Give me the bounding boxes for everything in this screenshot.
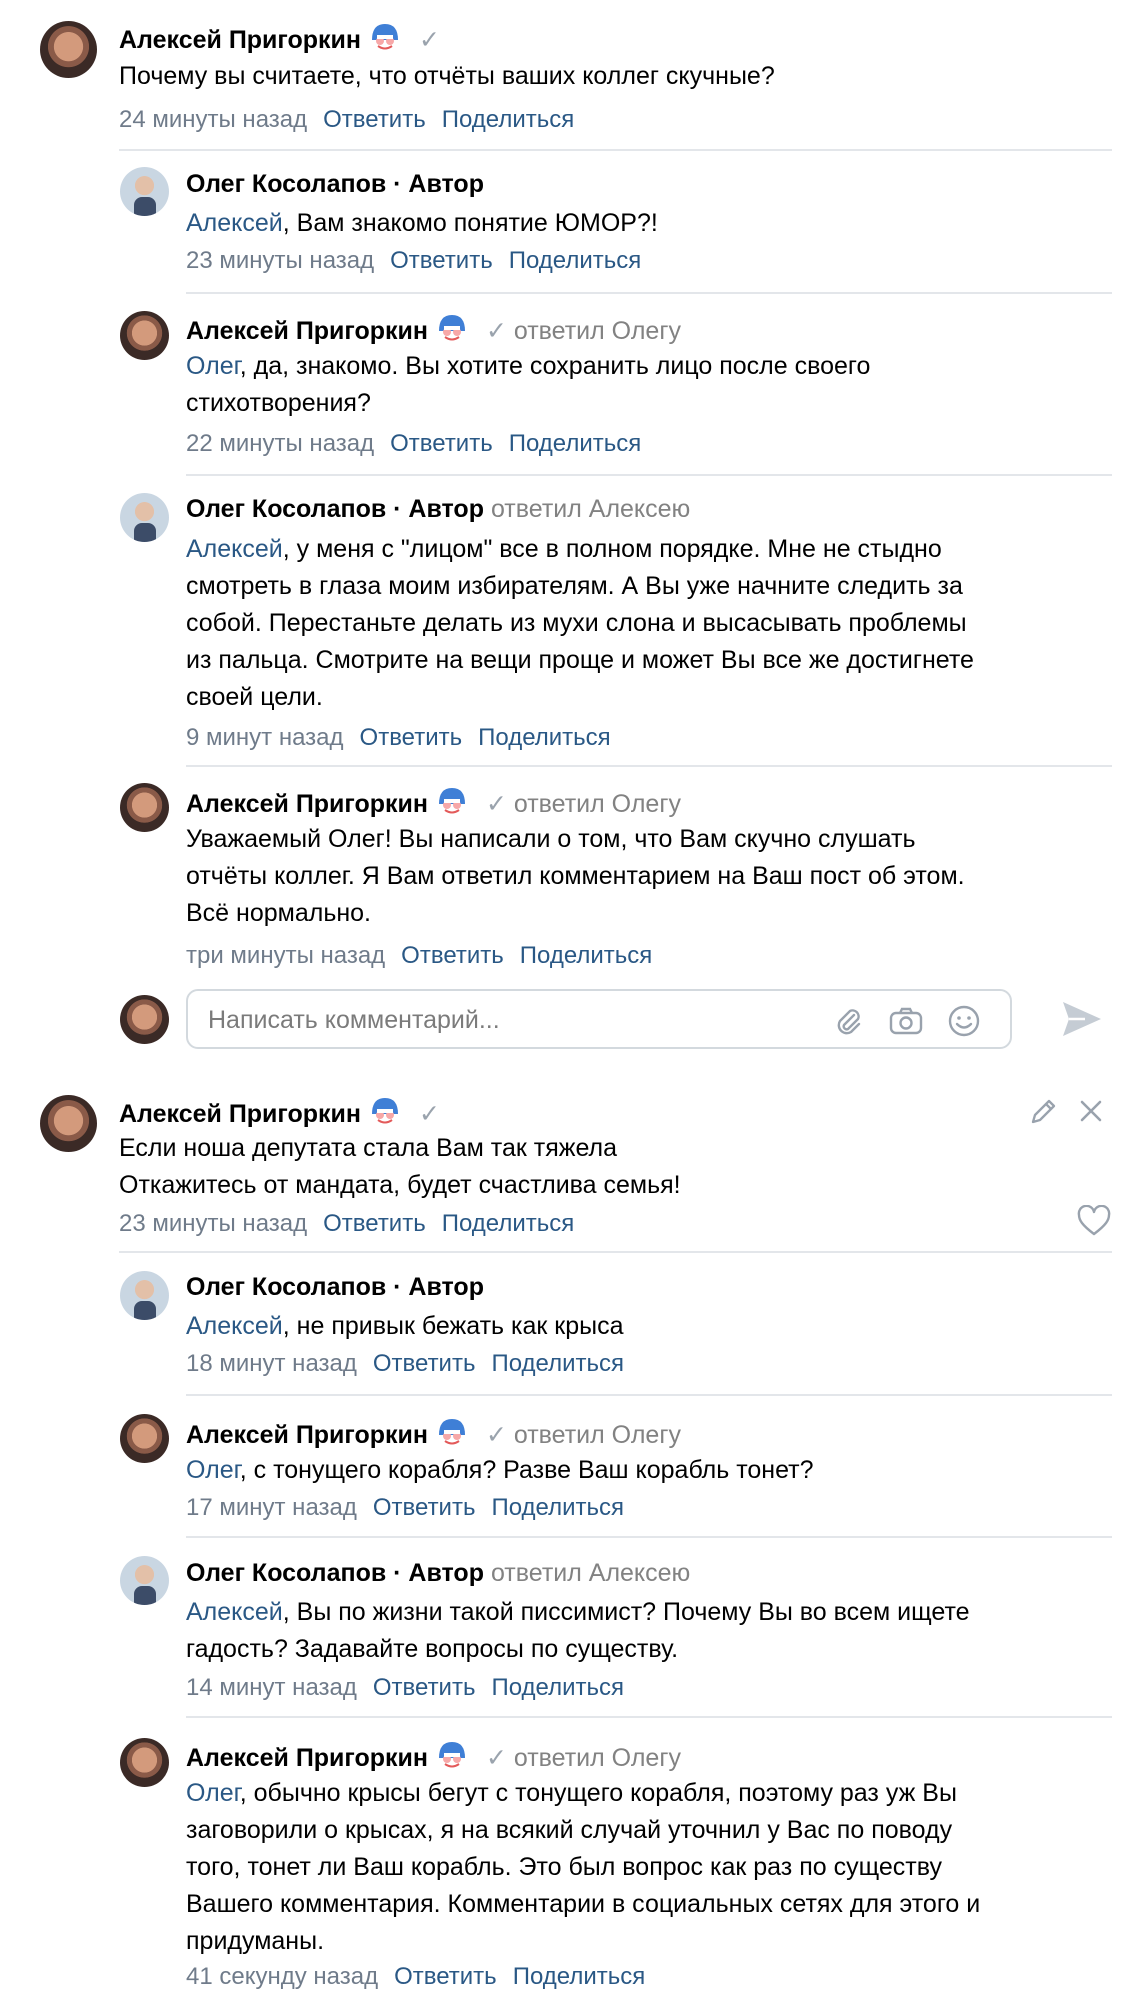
avatar[interactable]	[120, 1738, 169, 1787]
timestamp[interactable]: 41 секунду назад	[186, 1963, 379, 1990]
checkmark-icon: ✓	[485, 317, 507, 345]
divider	[186, 292, 1112, 294]
comment-text	[186, 1775, 980, 1960]
author-name[interactable]: Олег Косолапов · Автор	[186, 1273, 484, 1301]
checkmark-icon: ✓	[485, 790, 507, 818]
blue-helmet-emoji-icon	[368, 1096, 402, 1133]
author-line	[186, 313, 681, 350]
timestamp[interactable]: 14 минут назад	[186, 1674, 357, 1701]
timestamp[interactable]: 18 минут назад	[186, 1350, 357, 1377]
avatar[interactable]	[120, 1414, 169, 1463]
share-link[interactable]: Поделиться	[519, 942, 653, 969]
checkmark-icon: ✓	[485, 1421, 507, 1449]
share-link[interactable]: Поделиться	[508, 430, 642, 457]
checkmark-icon: ✓	[418, 1100, 440, 1128]
blue-helmet-emoji-icon	[435, 313, 469, 350]
timestamp[interactable]: 17 минут назад	[186, 1494, 357, 1521]
divider	[186, 765, 1112, 767]
avatar[interactable]	[40, 21, 97, 78]
timestamp[interactable]: 22 минуты назад	[186, 430, 375, 457]
composer-avatar	[120, 995, 169, 1044]
avatar[interactable]	[120, 1271, 169, 1320]
comment-text: Уважаемый Олег! Вы написали о том, что Вам скучно слушать отчёты коллег. Я Вам ответил комментарием на Ваш пост об этом. Всё нормально.	[186, 825, 965, 927]
reply-link[interactable]: Ответить	[323, 1210, 426, 1237]
comment-meta	[119, 1210, 574, 1238]
comment-input[interactable]	[206, 1003, 810, 1037]
mention-link[interactable]: Алексей	[186, 209, 283, 237]
comment-body: , у меня с "лицом" все в полном порядке. Мне не стыдно смотреть в глаза моим избирателям. А Вы уже начните следить за собой. Перестаньте делать из мухи слона и высасывать проблемы из пальца. Смотрите на вещи проще и может Вы все же достигнете своей цели.	[186, 535, 974, 711]
camera-icon[interactable]	[889, 1005, 921, 1037]
mention-link[interactable]: Олег	[186, 1779, 240, 1807]
reply-link[interactable]: Ответить	[401, 942, 504, 969]
author-line	[186, 1559, 690, 1588]
divider	[186, 1394, 1112, 1396]
author-name[interactable]: Алексей Пригоркин	[119, 1100, 362, 1128]
author-line	[119, 1096, 440, 1133]
divider	[119, 149, 1112, 151]
comment-body: , Вы по жизни такой писсимист? Почему Вы во всем ищете гадость? Задавайте вопросы по существу.	[186, 1598, 970, 1663]
blue-helmet-emoji-icon	[435, 1740, 469, 1777]
avatar[interactable]	[120, 167, 169, 216]
share-link[interactable]: Поделиться	[441, 1210, 575, 1237]
comment-body: , да, знакомо. Вы хотите сохранить лицо после своего стихотворения?	[186, 352, 871, 417]
replied-to[interactable]: ответил Олегу	[513, 317, 681, 345]
comment-text	[186, 1452, 814, 1489]
author-name[interactable]: Алексей Пригоркин	[186, 317, 429, 345]
smiley-icon[interactable]	[948, 1005, 980, 1037]
comment-composer[interactable]	[186, 989, 1012, 1049]
reply-link[interactable]: Ответить	[390, 247, 493, 274]
mention-link[interactable]: Алексей	[186, 535, 283, 563]
blue-helmet-emoji-icon	[368, 22, 402, 59]
author-line	[186, 170, 484, 199]
divider	[186, 1536, 1112, 1538]
replied-to[interactable]: ответил Алексею	[490, 495, 691, 523]
checkmark-icon: ✓	[485, 1744, 507, 1772]
timestamp[interactable]: 9 минут назад	[186, 724, 344, 751]
share-link[interactable]: Поделиться	[441, 106, 575, 133]
blue-helmet-emoji-icon	[435, 786, 469, 823]
comment-meta	[186, 1963, 645, 1991]
comment-meta	[186, 247, 641, 275]
author-name[interactable]: Олег Косолапов · Автор	[186, 1559, 484, 1587]
reply-link[interactable]: Ответить	[372, 1674, 476, 1701]
avatar[interactable]	[120, 493, 169, 542]
reply-link[interactable]: Ответить	[372, 1494, 476, 1521]
author-name[interactable]: Олег Косолапов · Автор	[186, 170, 484, 198]
comment-meta	[186, 1350, 624, 1378]
comment-body: , с тонущего корабля? Разве Ваш корабль тонет?	[239, 1456, 814, 1484]
mention-link[interactable]: Алексей	[186, 1312, 283, 1340]
share-link[interactable]: Поделиться	[508, 247, 642, 274]
mention-link[interactable]: Алексей	[186, 1598, 283, 1626]
mention-link[interactable]: Олег	[186, 352, 240, 380]
replied-to[interactable]: ответил Олегу	[513, 790, 681, 818]
comment-meta	[186, 430, 641, 458]
comment-text: Если ноша депутата стала Вам так тяжела Откажитесь от мандата, будет счастлива семья!	[119, 1134, 681, 1199]
author-name[interactable]: Алексей Пригоркин	[119, 26, 362, 54]
timestamp[interactable]: 23 минуты назад	[186, 247, 375, 274]
comment-text	[186, 531, 974, 716]
replied-to[interactable]: ответил Олегу	[513, 1744, 681, 1772]
replied-to[interactable]: ответил Олегу	[513, 1421, 681, 1449]
paperclip-icon[interactable]	[832, 1005, 864, 1037]
comment-text	[186, 348, 870, 422]
author-name[interactable]: Алексей Пригоркин	[186, 790, 429, 818]
comment-text	[186, 205, 658, 242]
mention-link[interactable]: Олег	[186, 1456, 240, 1484]
author-line	[186, 495, 690, 524]
timestamp[interactable]: три минуты назад	[186, 942, 386, 969]
share-link[interactable]: Поделиться	[512, 1963, 646, 1990]
divider	[119, 1251, 1112, 1253]
checkmark-icon: ✓	[418, 26, 440, 54]
share-link[interactable]: Поделиться	[478, 724, 611, 751]
send-icon[interactable]	[1059, 996, 1105, 1042]
blue-helmet-emoji-icon	[435, 1417, 469, 1454]
avatar[interactable]	[120, 311, 169, 360]
author-name[interactable]: Олег Косолапов · Автор	[186, 495, 484, 523]
reply-link[interactable]: Ответить	[359, 724, 463, 751]
comment-text	[186, 1594, 970, 1668]
heart-icon[interactable]	[1076, 1205, 1112, 1237]
timestamp[interactable]: 23 минуты назад	[119, 1210, 308, 1237]
reply-link[interactable]: Ответить	[394, 1963, 497, 1990]
avatar[interactable]	[120, 1556, 169, 1605]
divider	[186, 474, 1112, 476]
author-line	[186, 1273, 484, 1302]
reply-link[interactable]: Ответить	[372, 1350, 476, 1377]
comment-meta	[186, 942, 652, 970]
comment-meta	[186, 724, 611, 752]
reply-link[interactable]: Ответить	[323, 106, 426, 133]
comment-body: , не привык бежать как крыса	[282, 1312, 624, 1340]
comment-text	[186, 1308, 624, 1345]
comment-body: , обычно крысы бегут с тонущего корабля, поэтому раз уж Вы заговорили о крысах, я на всякий случай уточнил у Вас по поводу того, тонет ли Ваш корабль. Это был вопрос как раз по существу Вашего комментария. Комментарии в социальных сетях для этого и придуманы.	[186, 1779, 981, 1955]
close-icon[interactable]	[1077, 1097, 1105, 1125]
comment-meta	[119, 106, 574, 134]
reply-link[interactable]: Ответить	[390, 430, 493, 457]
comment-meta	[186, 1674, 624, 1702]
author-line	[186, 1740, 681, 1777]
replied-to[interactable]: ответил Алексею	[490, 1559, 691, 1587]
pencil-icon[interactable]	[1027, 1096, 1059, 1128]
divider	[186, 1716, 1112, 1718]
author-line	[119, 22, 440, 59]
comment-meta	[186, 1494, 624, 1522]
author-name[interactable]: Алексей Пригоркин	[186, 1421, 429, 1449]
avatar[interactable]	[40, 1095, 97, 1152]
timestamp[interactable]: 24 минуты назад	[119, 106, 308, 133]
comment-text: Почему вы считаете, что отчёты ваших коллег скучные?	[119, 62, 775, 90]
author-line	[186, 786, 681, 823]
author-name[interactable]: Алексей Пригоркин	[186, 1744, 429, 1772]
author-line	[186, 1417, 681, 1454]
share-link[interactable]: Поделиться	[491, 1494, 624, 1521]
share-link[interactable]: Поделиться	[491, 1350, 624, 1377]
avatar[interactable]	[120, 783, 169, 832]
comment-body: , Вам знакомо понятие ЮМОР?!	[282, 209, 658, 237]
share-link[interactable]: Поделиться	[491, 1674, 624, 1701]
